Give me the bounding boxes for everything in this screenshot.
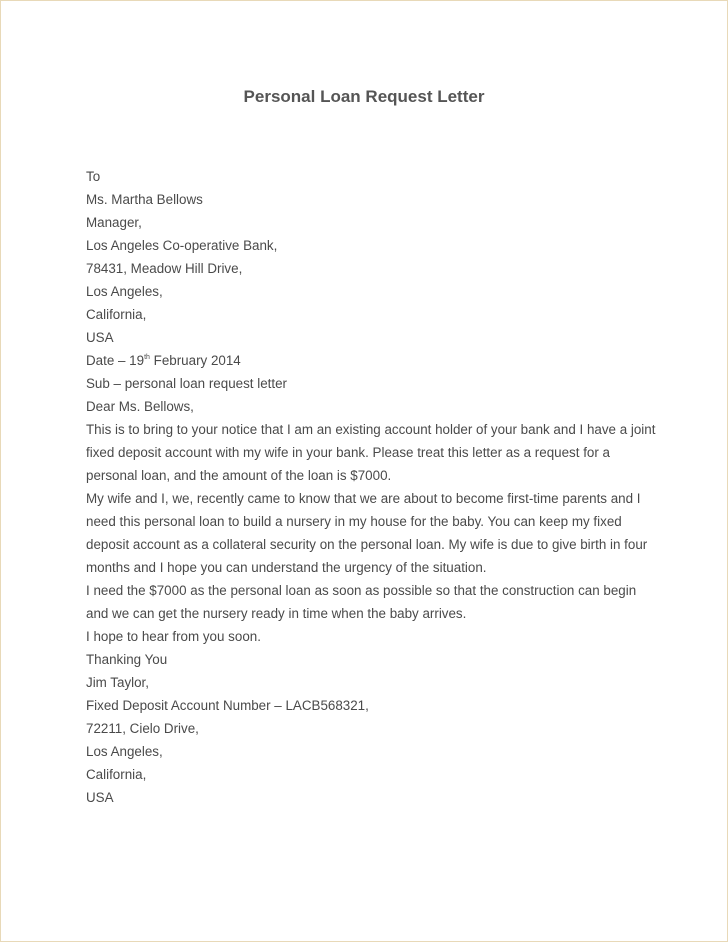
letter-closing: Thanking You [86, 652, 168, 667]
paragraph-2 [86, 487, 666, 579]
recipient-name: Ms. Martha Bellows [86, 192, 203, 207]
letter-date [86, 349, 666, 372]
paragraph-4 [86, 625, 666, 648]
paragraph-1 [86, 418, 666, 487]
letter-body [86, 165, 666, 809]
sender-account: Fixed Deposit Account Number – LACB568321, [86, 698, 369, 713]
sender-country: USA [86, 790, 114, 805]
sender-state: California, [86, 767, 147, 782]
paragraph-line: I need the $7000 as the personal loan as soon as possible so that the construction can begin [86, 583, 637, 598]
paragraph-line: fixed deposit account with my wife in your bank. Please treat this letter as a request for a [86, 445, 610, 460]
paragraph-line: and we can get the nursery ready in time when the baby arrives. [86, 606, 467, 621]
paragraph-line: I hope to hear from you soon. [86, 629, 261, 644]
paragraph-line: personal loan, and the amount of the loan is $7000. [86, 468, 392, 483]
paragraph-line: deposit account as a collateral security on the personal loan. My wife is due to give birth in four [86, 537, 648, 552]
sender-name: Jim Taylor, [86, 675, 150, 690]
sender-block [86, 671, 666, 809]
recipient-state: California, [86, 307, 147, 322]
letter-salutation: Dear Ms. Bellows, [86, 399, 194, 414]
paragraph-line: This is to bring to your notice that I am an existing account holder of your bank and I have a joint [86, 422, 656, 437]
recipient-bank: Los Angeles Co-operative Bank, [86, 238, 278, 253]
recipient-block [86, 165, 666, 349]
date-ordinal: th [144, 354, 150, 361]
sender-street: 72211, Cielo Drive, [86, 721, 199, 736]
recipient-city: Los Angeles, [86, 284, 163, 299]
letter-subject: Sub – personal loan request letter [86, 376, 287, 391]
paragraph-line: months and I hope you can understand the urgency of the situation. [86, 560, 487, 575]
recipient-street: 78431, Meadow Hill Drive, [86, 261, 243, 276]
paragraph-line: need this personal loan to build a nursery in my house for the baby. You can keep my fixed [86, 514, 622, 529]
paragraph-line: My wife and I, we, recently came to know that we are about to become first-time parents and I [86, 491, 641, 506]
paragraph-3 [86, 579, 666, 625]
sender-city: Los Angeles, [86, 744, 163, 759]
letter-title: Personal Loan Request Letter [243, 87, 485, 106]
recipient-country: USA [86, 330, 114, 345]
date-prefix: Date – 19 [86, 353, 145, 368]
to-label: To [86, 169, 101, 184]
recipient-position: Manager, [86, 215, 142, 230]
date-rest: February 2014 [149, 353, 241, 368]
